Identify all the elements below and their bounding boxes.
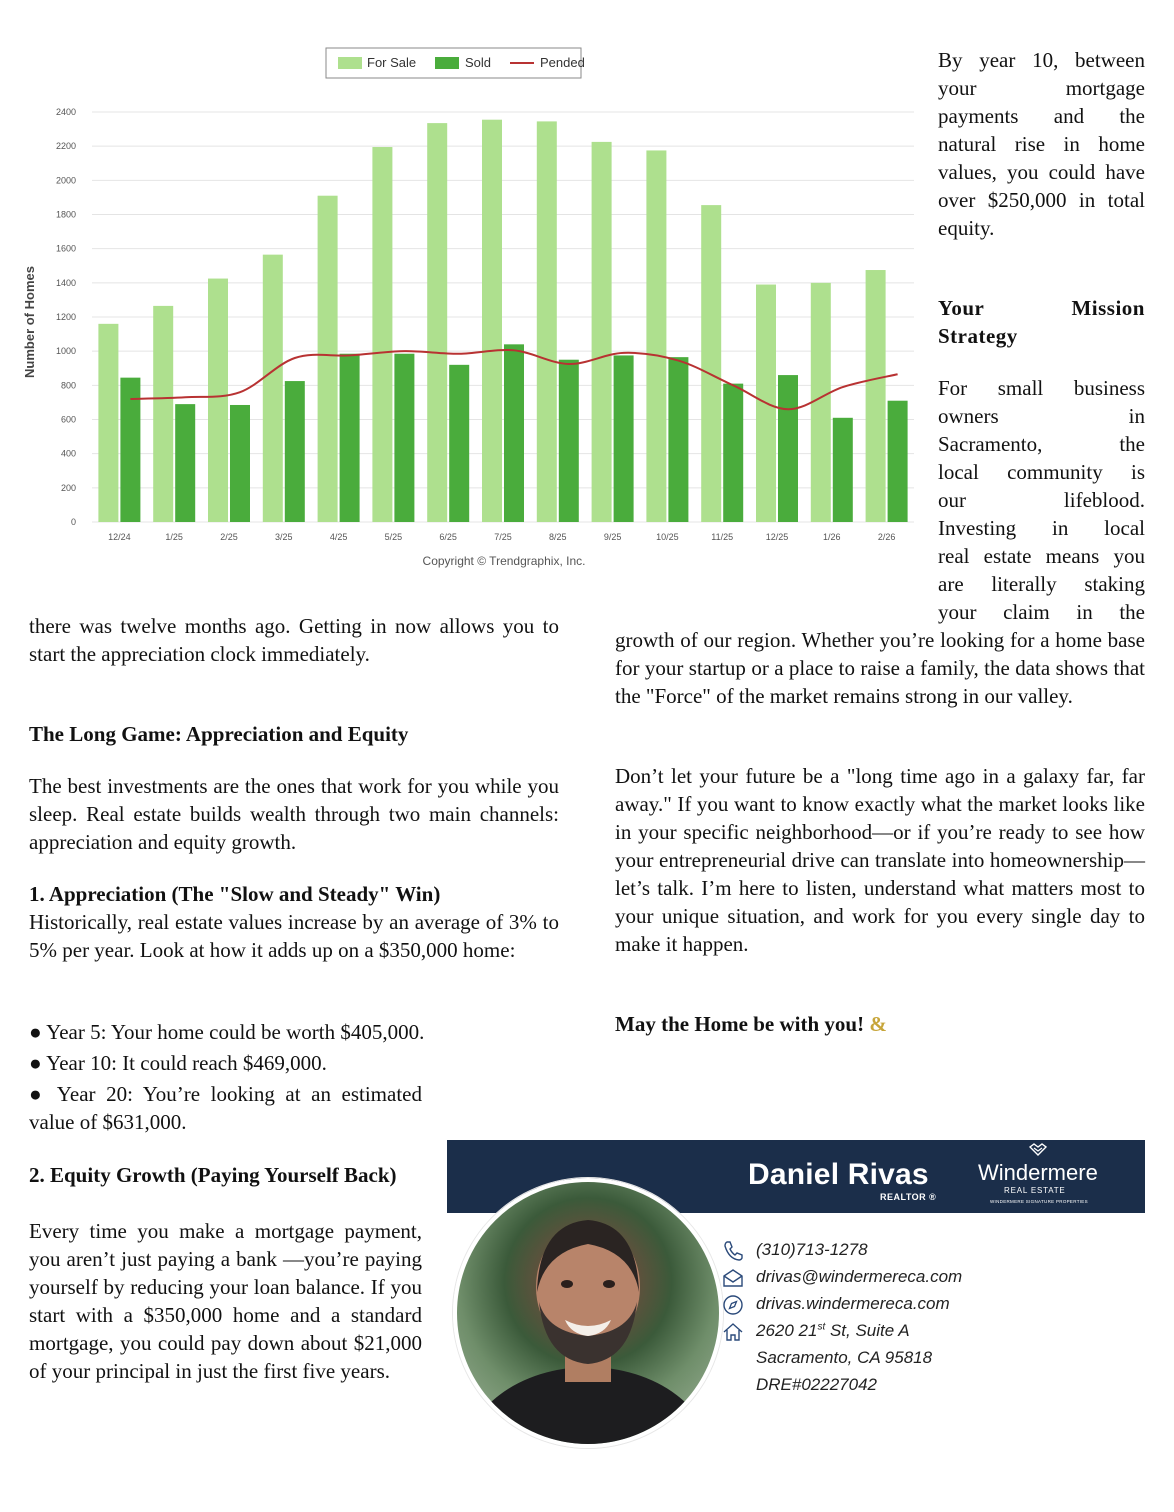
x-tick-label: 2/26 bbox=[877, 532, 896, 542]
x-tick-label: 1/25 bbox=[165, 532, 183, 542]
appreciation-subheading: 1. Appreciation (The "Slow and Steady" Win) bbox=[29, 882, 441, 906]
bar-sold bbox=[394, 354, 414, 522]
mission-heading: Your Mission Strategy bbox=[938, 296, 1145, 348]
bar-for-sale bbox=[701, 205, 721, 522]
market-chart bbox=[20, 40, 920, 580]
x-tick-label: 1/26 bbox=[823, 532, 841, 542]
legend-label-for-sale: For Sale bbox=[367, 55, 417, 70]
x-tick-label: 4/25 bbox=[329, 532, 348, 542]
right-top-para-equity bbox=[938, 46, 1145, 242]
equity-paragraph: By year 10, between your mortgage payments and the natural rise in home values, you could have over $250,000 in total equity. bbox=[938, 48, 1145, 240]
bar-for-sale bbox=[263, 255, 283, 522]
bar-sold bbox=[668, 357, 688, 522]
agent-name: Daniel Rivas bbox=[748, 1158, 929, 1191]
closing-paragraph: Don’t let your future be a "long time ago in a galaxy far, far away." If you want to know exactly what the market looks like in your specific neighborhood—or if you’re ready to see how your entrepreneurial drive can translate into homeownership—let’s talk. I’m here to listen, understand what matters most to your unique situation, and work for you every single day to make it happen. bbox=[615, 764, 1145, 956]
y-tick-label: 2200 bbox=[55, 141, 76, 152]
website-compass-icon bbox=[722, 1294, 744, 1316]
mission-line: Investing in local bbox=[938, 516, 1145, 540]
x-tick-label: 8/25 bbox=[549, 532, 567, 542]
y-tick-label: 800 bbox=[60, 380, 76, 391]
address-street: St, Suite A bbox=[825, 1321, 910, 1340]
y-tick-label: 1400 bbox=[55, 277, 76, 288]
y-tick-label: 0 bbox=[70, 517, 76, 527]
equity-subheading: 2. Equity Growth (Paying Yourself Back) bbox=[29, 1163, 397, 1187]
mission-line: are literally staking bbox=[938, 572, 1145, 596]
mission-line: real estate means you bbox=[938, 544, 1145, 568]
appreciation-paragraph: Historically, real estate values increase by an average of 3% to 5% per year. Look at how it adds up on a $350,000 home: bbox=[29, 910, 559, 962]
bar-sold bbox=[340, 354, 360, 522]
x-tick-label: 12/25 bbox=[765, 532, 789, 542]
brand-name: Windermere bbox=[978, 1160, 1098, 1185]
bar-sold bbox=[285, 381, 305, 522]
bar-for-sale bbox=[98, 324, 118, 522]
y-tick-label: 200 bbox=[60, 482, 76, 493]
y-tick-label: 1200 bbox=[55, 312, 76, 322]
y-tick-label: 2000 bbox=[55, 175, 76, 186]
mission-line: our lifeblood. bbox=[938, 488, 1145, 512]
brand-tagline: WINDERMERE SIGNATURE PROPERTIES bbox=[990, 1199, 1088, 1204]
bar-for-sale bbox=[372, 147, 392, 522]
x-tick-label: 10/25 bbox=[656, 532, 679, 542]
equity-growth-paragraph: Every time you make a mortgage payment, you aren’t just paying a bank —you’re paying yourself by reducing your loan balance. If you start with a $350,000 home and a standard mortgage, you could pay down about $21,000 of your principal in just the first five years. bbox=[29, 1219, 422, 1383]
bar-sold bbox=[888, 401, 908, 522]
x-tick-label: 5/25 bbox=[384, 532, 403, 542]
bar-for-sale bbox=[811, 283, 831, 522]
y-axis-label: Number of Homes bbox=[22, 266, 37, 378]
contact-address bbox=[756, 1321, 910, 1341]
legend-label-sold: Sold bbox=[465, 55, 492, 70]
agent-title: REALTOR ® bbox=[880, 1192, 937, 1202]
x-tick-label: 2/25 bbox=[220, 532, 238, 542]
bar-for-sale bbox=[318, 196, 338, 522]
phone-icon bbox=[722, 1240, 744, 1262]
chart-copyright: Copyright © Trendgraphix, Inc. bbox=[422, 554, 586, 568]
mission-line: Sacramento, the bbox=[938, 432, 1145, 456]
bar-for-sale bbox=[866, 270, 886, 522]
bar-sold bbox=[614, 355, 634, 522]
x-tick-label: 7/25 bbox=[494, 532, 512, 542]
long-game-heading: The Long Game: Appreciation and Equity bbox=[29, 722, 409, 746]
long-game-paragraph: The best investments are the ones that work for you while you sleep. Real estate builds wealth through two main channels: appreciation and equity growth. bbox=[29, 774, 559, 854]
bar-sold bbox=[175, 404, 195, 522]
bar-sold bbox=[559, 360, 579, 522]
bar-for-sale bbox=[592, 142, 612, 522]
bar-sold bbox=[778, 375, 798, 522]
home-icon bbox=[722, 1321, 744, 1343]
bar-for-sale bbox=[208, 279, 228, 522]
legend-swatch-sold bbox=[435, 57, 459, 69]
bar-sold bbox=[449, 365, 469, 522]
legend-swatch-for-sale bbox=[338, 57, 362, 69]
address-ordinal: st bbox=[817, 1321, 826, 1333]
x-tick-label: 6/25 bbox=[439, 532, 457, 542]
email-icon bbox=[722, 1267, 744, 1289]
contact-city: Sacramento, CA 95818 bbox=[756, 1348, 933, 1367]
x-tick-label: 11/25 bbox=[711, 532, 734, 542]
contact-license: DRE#02227042 bbox=[756, 1375, 877, 1394]
x-tick-label: 12/24 bbox=[108, 532, 131, 542]
y-tick-label: 400 bbox=[60, 448, 76, 459]
y-tick-label: 600 bbox=[60, 414, 76, 425]
bar-sold bbox=[504, 344, 524, 522]
signoff-text: May the Home be with you! bbox=[615, 1012, 865, 1036]
y-tick-label: 1000 bbox=[55, 346, 76, 357]
mission-line: owners in bbox=[938, 404, 1145, 428]
bar-for-sale bbox=[482, 120, 502, 522]
left-para-continued: there was twelve months ago. Getting in now allows you to start the appreciation clock immediately. bbox=[29, 614, 559, 666]
signoff-symbol: & bbox=[869, 1012, 887, 1036]
y-tick-label: 1800 bbox=[55, 209, 76, 220]
x-tick-label: 3/25 bbox=[275, 532, 293, 542]
address-number: 2620 21 bbox=[756, 1321, 818, 1340]
chart-legend bbox=[326, 48, 585, 78]
windermere-logo-icon bbox=[1028, 1143, 1048, 1157]
signoff bbox=[615, 1010, 1145, 1038]
bar-for-sale bbox=[153, 306, 173, 522]
y-tick-label: 2400 bbox=[55, 107, 76, 117]
brand-subtitle: REAL ESTATE bbox=[1004, 1186, 1066, 1195]
mission-line: local community is bbox=[938, 460, 1145, 484]
x-tick-label: 9/25 bbox=[603, 532, 622, 542]
y-tick-label: 1600 bbox=[55, 243, 76, 254]
contact-phone: (310)713-1278 bbox=[756, 1240, 868, 1259]
mission-paragraph-start bbox=[938, 374, 1145, 626]
bullet-year-5: ● Year 5: Your home could be worth $405,000. bbox=[29, 1020, 425, 1044]
bar-sold bbox=[230, 405, 250, 522]
contact-email: drivas@windermereca.com bbox=[756, 1267, 963, 1286]
bullet-year-20: ● Year 20: You’re looking at an estimated value of $631,000. bbox=[29, 1082, 422, 1134]
bullet-year-10: ● Year 10: It could reach $469,000. bbox=[29, 1051, 327, 1075]
bar-sold bbox=[833, 418, 853, 522]
bar-sold bbox=[723, 384, 743, 522]
contact-website: drivas.windermereca.com bbox=[756, 1294, 950, 1313]
mission-paragraph-continued: growth of our region. Whether you’re looking for a home base for your startup or a place to raise a family, the data shows that the "Force" of the market remains strong in our valley. bbox=[615, 628, 1145, 708]
mission-line: your claim in the bbox=[938, 600, 1145, 624]
legend-label-pended: Pended bbox=[540, 55, 585, 70]
bar-for-sale bbox=[646, 150, 666, 522]
mission-line: For small business bbox=[938, 376, 1145, 400]
bar-for-sale bbox=[537, 121, 557, 522]
bar-for-sale bbox=[427, 123, 447, 522]
agent-photo bbox=[453, 1178, 723, 1448]
